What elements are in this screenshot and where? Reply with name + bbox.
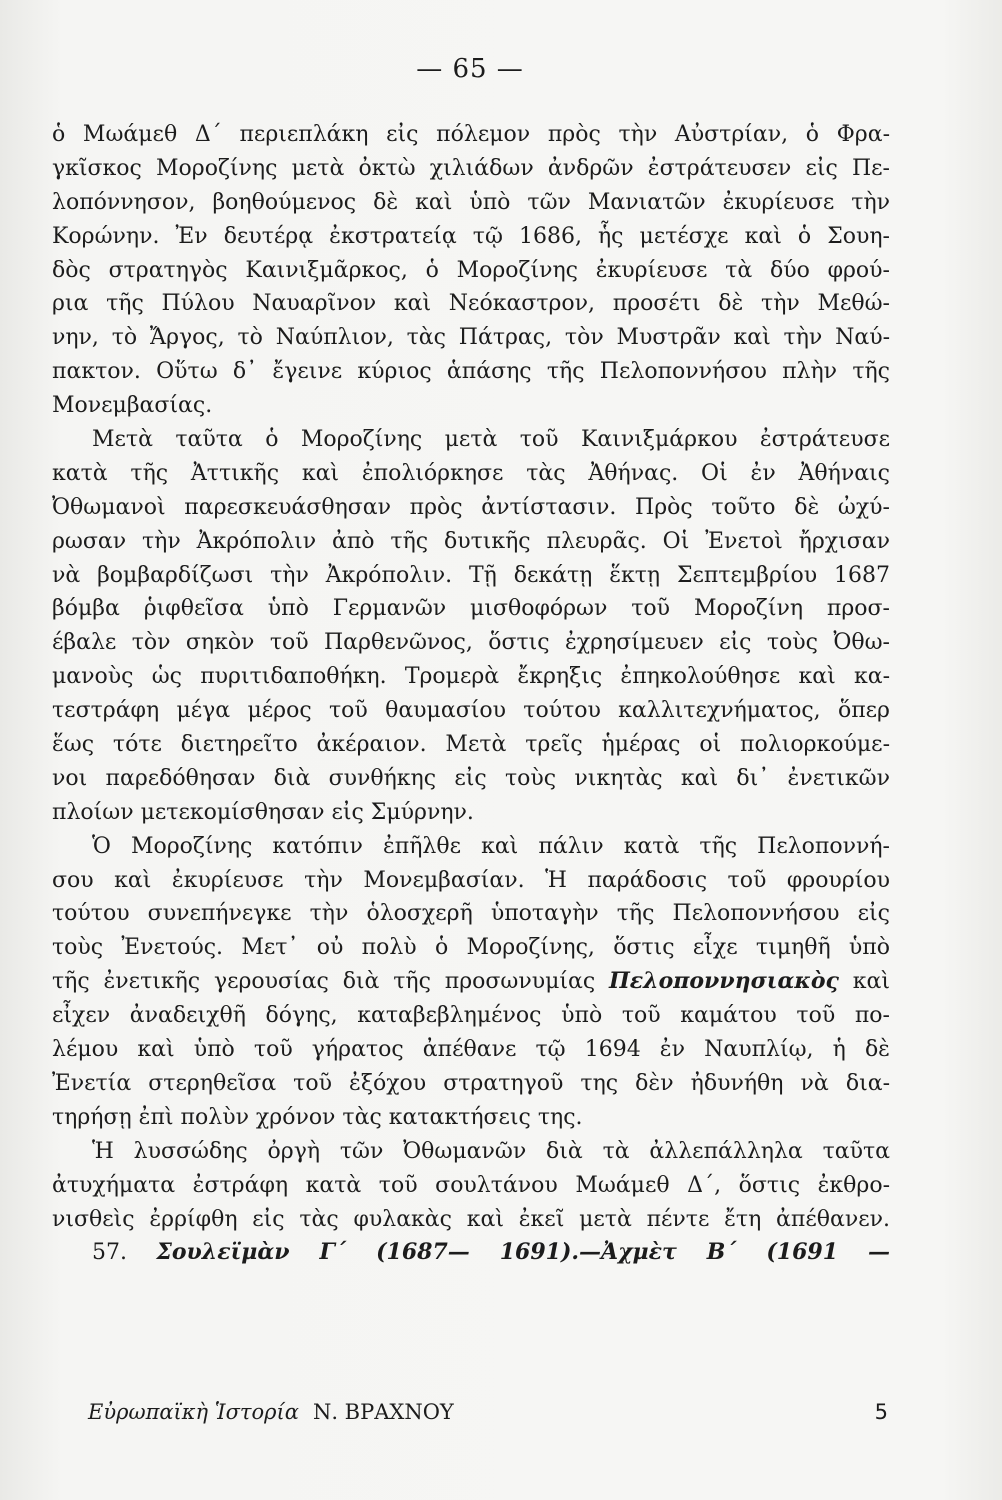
text-line [52, 1135, 890, 1169]
text-line-content: Ὁ Μοροζίνης κατόπιν ἐπῆλθε καὶ πάλιν κατὰ τῆς Πελοποννή- [92, 833, 890, 859]
text-line-content: κατὰ τῆς Ἀττικῆς καὶ ἐπολιόρκησε τὰς Ἀθήνας. Οἱ ἐν Ἀθήναις [52, 460, 890, 486]
footer-sheet-number: 5 [874, 1400, 888, 1424]
text-line-content: τοὺς Ἐνετούς. Μετ᾽ οὐ πολὺ ὁ Μοροζίνης, ὅστις εἶχε τιμηθῆ ὑπὸ [52, 935, 890, 961]
text-line [52, 660, 890, 694]
text-line-content: τῆς ἐνετικῆς γερουσίας διὰ τῆς προσωνυμίας [52, 969, 596, 995]
text-line [52, 897, 890, 931]
text-line [52, 525, 890, 559]
text-line [52, 118, 890, 152]
text-line-content: τεστράφη μέγα μέρος τοῦ θαυμασίου τούτου καλλιτεχνήματος, ὅπερ [52, 698, 890, 724]
text-line-content: Κορώνην. Ἐν δευτέρᾳ ἐκστρατείᾳ τῷ 1686, ἧς μετέσχε καὶ ὁ Σουη- [52, 223, 890, 249]
text-line-content: Ἐνετία στερηθεῖσα τοῦ ἐξόχου στρατηγοῦ της δὲν ἠδυνήθη νὰ δια- [52, 1070, 890, 1096]
text-line [52, 1067, 890, 1101]
text-line-content: βόμβα ῥιφθεῖσα ὑπὸ Γερμανῶν μισθοφόρων τοῦ Μοροζίνη προσ- [52, 596, 890, 622]
text-line [52, 762, 890, 796]
text-line-content: νὰ βομβαρδίζωσι τὴν Ἀκρόπολιν. Τῇ δεκάτῃ ἕκτῃ Σεπτεμβρίου 1687 [52, 562, 890, 588]
text-line-content: νην, τὸ Ἄργος, τὸ Ναύπλιον, τὰς Πάτρας, τὸν Μυστρᾶν καὶ τὴν Ναύ- [52, 325, 890, 351]
text-line [52, 626, 890, 660]
emphasized-text: Σουλεϊμὰν Γ΄ (1687— 1691).—Ἀχμὲτ Β΄ (1691 — [156, 1239, 890, 1266]
text-line-content: τηρήσῃ ἐπὶ πολὺν χρόνον τὰς κατακτήσεις της. [52, 1104, 583, 1130]
text-line [52, 287, 890, 321]
text-line [52, 355, 890, 389]
text-line-content: Ὀθωμανοὶ παρεσκευάσθησαν πρὸς ἀντίστασιν. Πρὸς τοῦτο δὲ ὠχύ- [52, 494, 890, 520]
emphasized-text: Πελοποννησιακὸς [609, 968, 839, 995]
text-line-content: ὁ Μωάμεθ Δ΄ περιεπλάκη εἰς πόλεμον πρὸς τὴν Αὐστρίαν, ὁ Φρα- [52, 122, 890, 147]
text-line [52, 1236, 890, 1270]
text-line-content: σου καὶ ἐκυρίευσε τὴν Μονεμβασίαν. Ἡ παράδοσις τοῦ φρουρίου [52, 867, 890, 893]
text-line [52, 694, 890, 728]
text-line-content: νισθεὶς ἐρρίφθη εἰς τὰς φυλακὰς καὶ ἐκεῖ μετὰ πέντε ἔτη ἀπέθανεν. [52, 1206, 890, 1232]
text-line-content: Μονεμβασίας. [52, 393, 213, 419]
text-line [52, 1169, 890, 1203]
text-line-content: Ἡ λυσσώδης ὀργὴ τῶν Ὀθωμανῶν διὰ τὰ ἀλλεπάλληλα ταῦτα [92, 1138, 890, 1164]
text-line [52, 1203, 890, 1237]
text-line-content: ρια τῆς Πύλου Ναυαρῖνον καὶ Νεόκαστρον, προσέτι δὲ τὴν Μεθώ- [52, 291, 890, 317]
text-line [52, 491, 890, 525]
page-number: — 65 — [416, 54, 524, 84]
text-line-content: νοι παρεδόθησαν διὰ συνθήκης εἰς τοὺς νικητὰς καὶ δι᾽ ἐνετικῶν [52, 765, 890, 791]
text-line [52, 152, 890, 186]
text-line-content: δὸς στρατηγὸς Καινιξμᾶρκος, ὁ Μοροζίνης ἐκυρίευσε τὰ δύο φρού- [52, 257, 890, 283]
text-line-content: ἀτυχήματα ἐστράφη κατὰ τοῦ σουλτάνου Μωάμεθ Δ΄, ὅστις ἐκθρο- [52, 1172, 890, 1198]
text-line-content: τούτου συνεπήνεγκε τὴν ὁλοσχερῆ ὑποταγὴν τῆς Πελοποννήσου εἰς [52, 901, 890, 927]
text-line-content: μανοὺς ὡς πυριτιδαποθήκη. Τρομερὰ ἔκρηξις ἐπηκολούθησε καὶ κα- [52, 664, 890, 690]
text-line [52, 423, 890, 457]
text-line [52, 864, 890, 898]
text-line [52, 728, 890, 762]
text-line [52, 830, 890, 864]
footer-book-title: Εὐρωπαϊκὴ Ἱστορία [88, 1400, 299, 1424]
footer-author: Ν. ΒΡΑΧΝΟΥ [312, 1400, 454, 1424]
text-line-content: λέμου καὶ ὑπὸ τοῦ γήρατος ἀπέθανε τῷ 1694 ἐν Ναυπλίῳ, ἡ δὲ [52, 1037, 890, 1063]
text-line-content: ἕως τότε διετηρεῖτο ἀκέραιον. Μετὰ τρεῖς ἡμέρας οἱ πολιορκούμε- [52, 732, 890, 758]
text-line-content: γκῖσκος Μοροζίνης μετὰ ὀκτὼ χιλιάδων ἀνδρῶν ἐστράτευσεν εἰς Πε- [52, 155, 890, 181]
text-line [52, 321, 890, 355]
text-line-tail: καὶ [852, 969, 890, 995]
text-line-content: πακτον. Οὕτω δ᾽ ἔγεινε κύριος ἁπάσης τῆς Πελοποννήσου πλὴν τῆς [52, 359, 890, 385]
text-line [52, 796, 890, 830]
text-line-content: 57. [92, 1240, 127, 1266]
text-line [52, 559, 890, 593]
text-line-content: λοπόννησον, βοηθούμενος δὲ καὶ ὑπὸ τῶν Μανιατῶν ἐκυρίευσε τὴν [52, 189, 890, 215]
text-line-content: έβαλε τὸν σηκὸν τοῦ Παρθενῶνος, ὅστις ἐχρησίμευεν εἰς τοὺς Ὀθω- [52, 630, 890, 656]
text-line-content: εἶχεν ἀναδειχθῆ δόγης, καταβεβλημένος ὑπὸ τοῦ καμάτου τοῦ πο- [52, 1003, 890, 1029]
body-text [52, 118, 890, 1270]
text-line [52, 592, 890, 626]
text-line [52, 1033, 890, 1067]
footer-signature [88, 1400, 454, 1424]
text-line [52, 186, 890, 220]
text-line-content: Μετὰ ταῦτα ὁ Μοροζίνης μετὰ τοῦ Καινιξμάρκου ἐστράτευσε [92, 427, 890, 453]
text-line [52, 220, 890, 254]
text-line-content: ρωσαν τὴν Ἀκρόπολιν ἀπὸ τῆς δυτικῆς πλευρᾶς. Οἱ Ἐνετοὶ ἤρχισαν [52, 528, 890, 554]
text-line [52, 1101, 890, 1135]
text-line [52, 999, 890, 1033]
text-line [52, 965, 890, 999]
text-line-content: πλοίων μετεκομίσθησαν εἰς Σμύρνην. [52, 799, 474, 825]
text-line [52, 389, 890, 423]
page-footer [88, 1400, 888, 1424]
text-line [52, 931, 890, 965]
text-line [52, 254, 890, 288]
text-line [52, 457, 890, 491]
